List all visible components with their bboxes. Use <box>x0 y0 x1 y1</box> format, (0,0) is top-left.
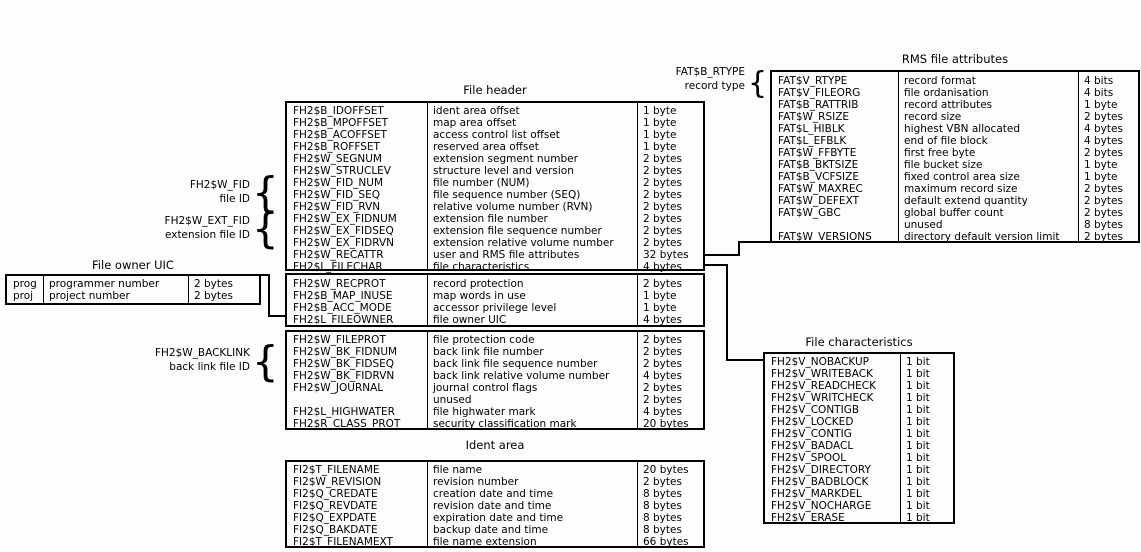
field-description: file highwater mark <box>433 406 536 418</box>
field-name: FH2$L_FILEOWNER <box>293 314 394 326</box>
field-description: expiration date and time <box>433 512 564 524</box>
file-characteristics-rows <box>765 354 953 522</box>
field-size: 8 bytes <box>643 524 682 536</box>
field-name: FH2$W_EX_FIDSEQ <box>293 225 394 237</box>
field-size: 1 byte <box>643 117 677 129</box>
rms-file-attributes-table <box>770 70 1140 243</box>
rtype-label-text: record type <box>684 79 745 92</box>
field-size: 2 bytes <box>643 278 682 290</box>
connector-filechar-h2 <box>726 359 763 361</box>
field-name: FH2$V_READCHECK <box>771 380 877 392</box>
table-row <box>287 213 703 225</box>
field-name: FH2$W_BK_FIDNUM <box>293 346 398 358</box>
table-row <box>772 207 1138 219</box>
field-name: FH2$W_EX_FIDRVN <box>293 237 394 249</box>
connector-recattr-h2 <box>738 241 772 243</box>
table-row <box>772 147 1138 159</box>
field-description: extension file sequence number <box>433 225 602 237</box>
field-description: first free byte <box>904 147 976 159</box>
field-name <box>772 219 898 231</box>
field-name: FH2$V_DIRECTORY <box>771 464 871 476</box>
field-name: FH2$R_CLASS_PROT <box>293 418 401 430</box>
ext-fid-label-text: extension file ID <box>164 228 250 241</box>
table-row <box>772 183 1138 195</box>
field-description: file sequence number (SEQ) <box>433 189 581 201</box>
table-row <box>772 219 1138 231</box>
field-description: back link file number <box>433 346 544 358</box>
field-name: prog <box>13 278 37 290</box>
table-row <box>765 512 953 524</box>
field-size: 8 bytes <box>643 488 682 500</box>
field-name: FH2$W_FILEPROT <box>293 334 386 346</box>
field-description: ident area offset <box>433 105 520 117</box>
table-row <box>765 476 953 488</box>
rtype-label <box>595 66 745 93</box>
file-header-rows-3 <box>287 332 703 428</box>
field-description: record format <box>904 75 976 87</box>
field-description: file characteristics <box>433 261 530 273</box>
field-size: 4 bytes <box>1084 135 1123 147</box>
field-size: 2 bytes <box>643 201 682 213</box>
field-size: 1 bit <box>906 404 930 416</box>
field-size: 4 bytes <box>643 406 682 418</box>
field-size: 1 bit <box>906 392 930 404</box>
table-row <box>765 440 953 452</box>
field-description: extension file number <box>433 213 548 225</box>
field-description: record protection <box>433 278 524 290</box>
field-name: FH2$L_HIGHWATER <box>293 406 395 418</box>
connector-uic-h2 <box>268 315 285 317</box>
field-size: 1 byte <box>643 141 677 153</box>
table-row <box>772 171 1138 183</box>
field-size: 2 bytes <box>1084 183 1123 195</box>
field-size: 1 bit <box>906 500 930 512</box>
field-size: 1 bit <box>906 488 930 500</box>
field-size: 2 bytes <box>643 346 682 358</box>
field-size: 1 byte <box>1084 171 1118 183</box>
fid-label-symbol: FH2$W_FID <box>189 179 250 191</box>
table-row <box>287 314 703 326</box>
field-description: back link file sequence number <box>433 358 598 370</box>
table-row <box>287 225 703 237</box>
table-row <box>287 249 703 261</box>
field-size: 1 byte <box>1084 99 1118 111</box>
field-name: FH2$B_MAP_INUSE <box>293 290 393 302</box>
field-size: 2 bytes <box>643 334 682 346</box>
file-owner-uic-rows <box>7 276 259 303</box>
table-row <box>287 201 703 213</box>
field-size: 2 bytes <box>643 394 682 406</box>
field-name: FH2$V_NOBACKUP <box>771 356 870 368</box>
table-row <box>765 416 953 428</box>
table-row <box>772 75 1138 87</box>
field-description: security classification mark <box>433 418 577 430</box>
ext-fid-label-symbol: FH2$W_EXT_FID <box>164 215 250 227</box>
file-characteristics-title: File characteristics <box>805 335 913 349</box>
file-characteristics-table <box>763 352 955 524</box>
field-size: 1 bit <box>906 368 930 380</box>
fid-brace: { <box>252 168 279 217</box>
field-name: FAT$W_GBC <box>778 207 841 219</box>
field-description: programmer number <box>49 278 160 290</box>
field-size: 1 byte <box>643 105 677 117</box>
field-description: backup date and time <box>433 524 549 536</box>
file-owner-uic-title: File owner UIC <box>92 258 174 272</box>
field-size: 1 bit <box>906 416 930 428</box>
table-row <box>7 278 259 290</box>
table-row <box>765 392 953 404</box>
field-name <box>287 394 427 406</box>
table-row <box>765 380 953 392</box>
table-row <box>287 488 703 500</box>
table-row <box>765 428 953 440</box>
field-name: FH2$W_EX_FIDNUM <box>293 213 397 225</box>
field-name: FI2$Q_EXPDATE <box>293 512 377 524</box>
table-row <box>287 524 703 536</box>
field-name: FAT$W_DEFEXT <box>778 195 859 207</box>
table-row <box>287 464 703 476</box>
field-size: 8 bytes <box>643 512 682 524</box>
field-name: FH2$V_WRITCHECK <box>771 392 874 404</box>
field-description: record attributes <box>904 99 993 111</box>
table-row <box>772 111 1138 123</box>
table-row <box>765 488 953 500</box>
file-header-rows-1 <box>287 103 703 273</box>
ident-area-rows <box>287 462 703 546</box>
table-row <box>287 370 703 382</box>
field-size: 1 bit <box>906 512 930 524</box>
field-description: fixed control area size <box>904 171 1020 183</box>
fid-label-text: file ID <box>219 192 250 205</box>
field-name: FH2$W_BK_FIDSEQ <box>293 358 395 370</box>
field-size: 2 bytes <box>643 476 682 488</box>
field-description: file owner UIC <box>433 314 507 326</box>
field-size: 2 bytes <box>643 213 682 225</box>
field-description: highest VBN allocated <box>904 123 1020 135</box>
field-description: default extend quantity <box>904 195 1028 207</box>
field-description: file ordanisation <box>904 87 989 99</box>
field-size: 2 bytes <box>643 177 682 189</box>
field-name: FAT$V_FILEORG <box>778 87 861 99</box>
field-size: 2 bytes <box>643 189 682 201</box>
file-header-title: File header <box>463 83 527 97</box>
field-description: accessor privilege level <box>433 302 557 314</box>
table-row <box>772 135 1138 147</box>
field-name: FH2$V_WRITEBACK <box>771 368 873 380</box>
ext-fid-label <box>100 215 250 242</box>
field-size: 1 bit <box>906 380 930 392</box>
rms-file-attributes-title: RMS file attributes <box>901 52 1009 66</box>
backlink-label <box>100 347 250 374</box>
field-size: 2 bytes <box>1084 195 1123 207</box>
field-name: FAT$W_MAXREC <box>778 183 863 195</box>
field-description: revision date and time <box>433 500 552 512</box>
rms-file-attributes-rows <box>772 72 1138 241</box>
field-size: 2 bytes <box>194 290 233 302</box>
field-size: 2 bytes <box>643 358 682 370</box>
field-name: proj <box>13 290 34 302</box>
table-row <box>287 177 703 189</box>
field-name: FH2$W_STRUCLEV <box>293 165 391 177</box>
field-name: FH2$V_CONTIG <box>771 428 852 440</box>
field-description: extension segment number <box>433 153 578 165</box>
field-description: access control list offset <box>433 129 560 141</box>
table-row <box>287 278 703 290</box>
field-name: FH2$V_BADBLOCK <box>771 476 869 488</box>
field-name: FAT$V_RTYPE <box>778 75 848 87</box>
field-description: unused <box>433 394 472 406</box>
field-size: 1 bit <box>906 356 930 368</box>
connector-uic-v <box>268 274 270 317</box>
field-description: project number <box>49 290 130 302</box>
table-row <box>765 368 953 380</box>
field-name: FAT$W_RSIZE <box>778 111 850 123</box>
table-row <box>287 394 703 406</box>
table-row <box>287 129 703 141</box>
field-description: file protection code <box>433 334 535 346</box>
field-description: directory default version limit <box>904 231 1060 243</box>
field-size: 4 bytes <box>1084 123 1123 135</box>
table-row <box>287 105 703 117</box>
field-size: 1 bit <box>906 476 930 488</box>
field-name: FAT$W_VERSIONS <box>778 231 872 243</box>
field-description: revision number <box>433 476 519 488</box>
field-description: file number (NUM) <box>433 177 530 189</box>
table-row <box>287 165 703 177</box>
field-size: 2 bytes <box>1084 111 1123 123</box>
field-size: 2 bytes <box>643 382 682 394</box>
field-name: FH2$V_LOCKED <box>771 416 854 428</box>
field-size: 2 bytes <box>643 225 682 237</box>
table-row <box>287 153 703 165</box>
table-row <box>287 237 703 249</box>
table-row <box>287 500 703 512</box>
field-size: 20 bytes <box>643 464 689 476</box>
table-row <box>772 87 1138 99</box>
field-description: back link relative volume number <box>433 370 610 382</box>
table-row <box>765 500 953 512</box>
table-row <box>287 406 703 418</box>
field-description: file name extension <box>433 536 537 548</box>
field-description: journal control flags <box>433 382 538 394</box>
field-size: 2 bytes <box>1084 147 1123 159</box>
field-name: FAT$B_BKTSIZE <box>778 159 859 171</box>
field-name: FI2$W_REVISION <box>293 476 382 488</box>
field-name: FH2$W_BK_FIDRVN <box>293 370 395 382</box>
field-size: 1 bit <box>906 464 930 476</box>
field-name: FH2$W_SEGNUM <box>293 153 382 165</box>
field-size: 1 bit <box>906 452 930 464</box>
field-description: map area offset <box>433 117 517 129</box>
field-description: end of file block <box>904 135 988 147</box>
field-name: FI2$T_FILENAMEXT <box>293 536 393 548</box>
field-name: FI2$Q_REVDATE <box>293 500 378 512</box>
field-size: 4 bits <box>1084 87 1114 99</box>
field-size: 8 bytes <box>1084 219 1123 231</box>
table-row <box>772 231 1138 243</box>
field-description: map words in use <box>433 290 526 302</box>
table-row <box>765 452 953 464</box>
table-row <box>287 536 703 548</box>
field-size: 1 bit <box>906 440 930 452</box>
field-size: 2 bytes <box>1084 231 1123 243</box>
field-size: 66 bytes <box>643 536 689 548</box>
backlink-brace: { <box>252 337 279 386</box>
connector-recattr-v <box>738 241 740 256</box>
field-name: FH2$V_SPOOL <box>771 452 847 464</box>
table-row <box>765 464 953 476</box>
table-row <box>287 346 703 358</box>
field-name: FH2$L_FILECHAR <box>293 261 383 273</box>
field-name: FH2$V_ERASE <box>771 512 845 524</box>
field-size: 32 bytes <box>643 249 689 261</box>
field-size: 2 bytes <box>194 278 233 290</box>
backlink-label-symbol: FH2$W_BACKLINK <box>154 347 250 359</box>
field-size: 2 bytes <box>643 153 682 165</box>
field-name: FH2$V_BADACL <box>771 440 854 452</box>
field-description: global buffer count <box>904 207 1004 219</box>
field-name: FH2$B_IDOFFSET <box>293 105 384 117</box>
rtype-label-symbol: FAT$B_RTYPE <box>675 66 745 78</box>
table-row <box>287 358 703 370</box>
field-description: reserved area offset <box>433 141 539 153</box>
field-name: FAT$B_RATTRIB <box>778 99 859 111</box>
table-row <box>287 382 703 394</box>
field-name: FAT$B_VCFSIZE <box>778 171 859 183</box>
table-row <box>772 195 1138 207</box>
field-name: FH2$B_ACC_MODE <box>293 302 392 314</box>
field-name: FH2$W_FID_SEQ <box>293 189 380 201</box>
table-row <box>287 117 703 129</box>
field-name: FI2$Q_CREDATE <box>293 488 378 500</box>
table-row <box>287 334 703 346</box>
field-size: 4 bytes <box>643 370 682 382</box>
field-description: file name <box>433 464 483 476</box>
field-name: FH2$V_CONTIGB <box>771 404 860 416</box>
table-row <box>772 159 1138 171</box>
field-description: user and RMS file attributes <box>433 249 580 261</box>
field-name: FH2$V_NOCHARGE <box>771 500 872 512</box>
field-name: FH2$V_MARKDEL <box>771 488 862 500</box>
field-size: 2 bytes <box>1084 207 1123 219</box>
field-name: FH2$B_ROFFSET <box>293 141 380 153</box>
field-description: maximum record size <box>904 183 1018 195</box>
table-row <box>287 290 703 302</box>
file-header-section-1 <box>285 101 705 271</box>
field-name: FI2$T_FILENAME <box>293 464 380 476</box>
file-header-rows-2 <box>287 275 703 325</box>
table-row <box>287 512 703 524</box>
table-row <box>772 123 1138 135</box>
table-row <box>287 302 703 314</box>
field-size: 1 byte <box>643 302 677 314</box>
table-row <box>287 189 703 201</box>
connector-recattr-h1 <box>703 254 740 256</box>
field-size: 4 bytes <box>643 314 682 326</box>
field-size: 1 byte <box>1084 159 1118 171</box>
field-description: unused <box>904 219 943 231</box>
table-row <box>287 476 703 488</box>
file-header-section-3 <box>285 330 705 430</box>
field-description: creation date and time <box>433 488 554 500</box>
field-name: FAT$L_EFBLK <box>778 135 847 147</box>
field-size: 4 bits <box>1084 75 1114 87</box>
ident-area-table <box>285 460 705 548</box>
field-size: 4 bytes <box>643 261 682 273</box>
field-description: structure level and version <box>433 165 574 177</box>
field-name: FAT$L_HIBLK <box>778 123 845 135</box>
table-row <box>287 141 703 153</box>
table-row <box>7 290 259 302</box>
field-description: relative volume number (RVN) <box>433 201 593 213</box>
field-name: FH2$B_MPOFFSET <box>293 117 389 129</box>
field-name: FH2$W_FID_RVN <box>293 201 381 213</box>
field-description: extension relative volume number <box>433 237 614 249</box>
ext-fid-brace: { <box>252 204 279 253</box>
field-name: FAT$W_FFBYTE <box>778 147 857 159</box>
field-description: file bucket size <box>904 159 983 171</box>
file-owner-uic-table <box>5 274 261 305</box>
field-name: FH2$W_JOURNAL <box>293 382 384 394</box>
field-size: 2 bytes <box>643 237 682 249</box>
connector-filechar-v <box>726 264 728 361</box>
table-row <box>765 404 953 416</box>
table-row <box>287 418 703 430</box>
table-row <box>772 99 1138 111</box>
connector-filechar-h1 <box>703 264 728 266</box>
table-row <box>765 356 953 368</box>
field-description: record size <box>904 111 962 123</box>
field-name: FH2$B_ACOFFSET <box>293 129 387 141</box>
file-header-section-2 <box>285 273 705 327</box>
field-name: FI2$Q_BAKDATE <box>293 524 378 536</box>
fid-label <box>100 179 250 206</box>
ident-area-title: Ident area <box>465 438 525 452</box>
backlink-label-text: back link file ID <box>169 360 250 373</box>
field-name: FH2$W_FID_NUM <box>293 177 383 189</box>
field-size: 1 byte <box>643 129 677 141</box>
field-name: FH2$W_RECPROT <box>293 278 386 290</box>
field-size: 1 bit <box>906 428 930 440</box>
field-size: 8 bytes <box>643 500 682 512</box>
field-name: FH2$W_RECATTR <box>293 249 384 261</box>
field-size: 1 byte <box>643 290 677 302</box>
field-size: 2 bytes <box>643 165 682 177</box>
table-row <box>287 261 703 273</box>
field-size: 20 bytes <box>643 418 689 430</box>
rtype-brace: { <box>748 66 768 101</box>
